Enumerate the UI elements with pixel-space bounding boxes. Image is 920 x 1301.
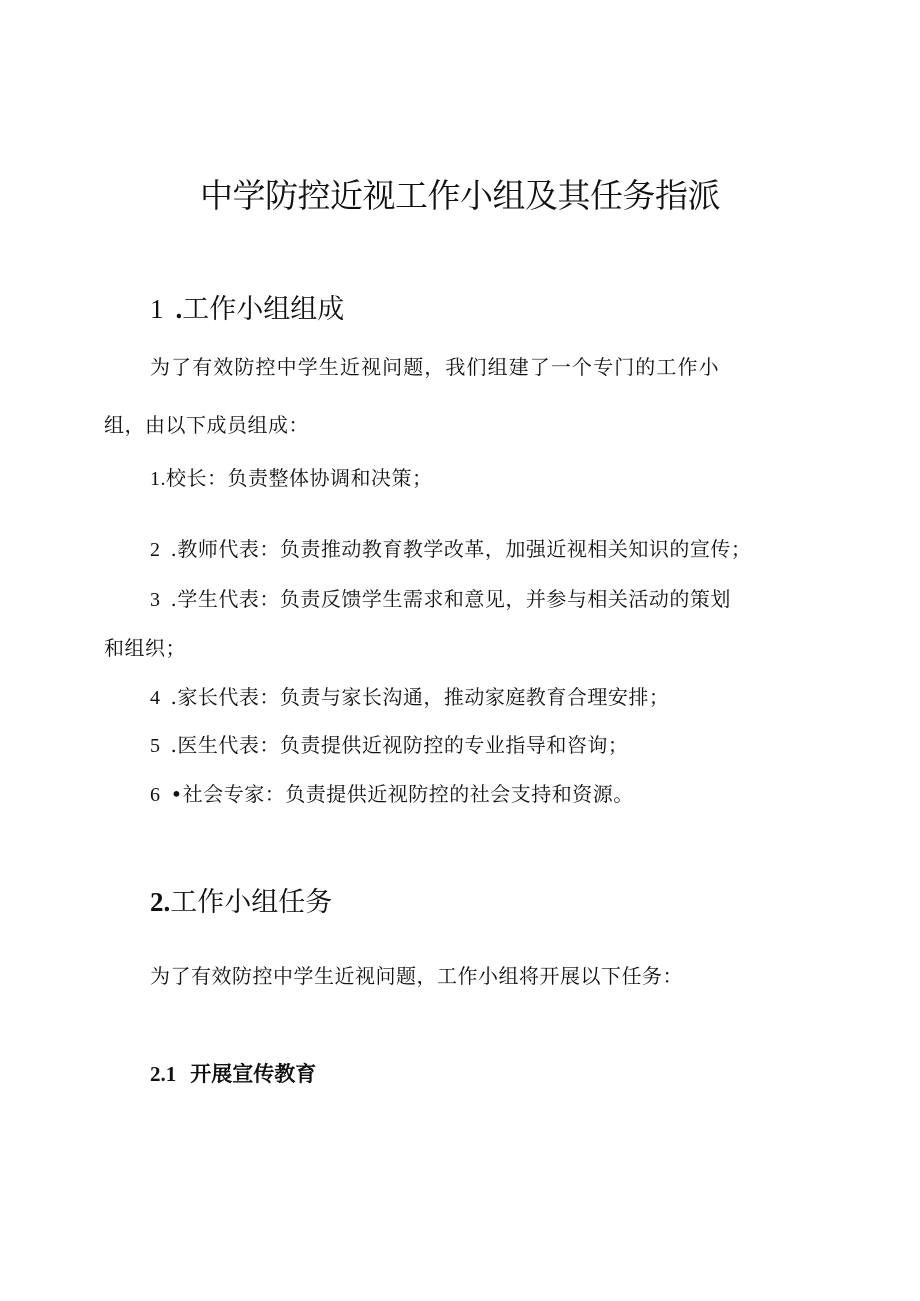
member-item-number: 6 bbox=[150, 784, 161, 806]
member-item-text: .学生代表：负责反馈学生需求和意见，并参与相关活动的策划 bbox=[170, 587, 731, 611]
member-item-student-continued bbox=[104, 634, 186, 662]
section-1-number: 1 bbox=[150, 294, 164, 324]
subsection-2-1-title: 开展宣传教育 bbox=[190, 1062, 317, 1086]
section-1-intro-line-2: 组，由以下成员组成： bbox=[104, 413, 309, 437]
section-2-intro: 为了有效防控中学生近视问题，工作小组将开展以下任务： bbox=[150, 964, 683, 988]
member-item-text: .家长代表：负责与家长沟通，推动家庭教育合理安排； bbox=[170, 685, 670, 709]
member-item-number: 4 bbox=[150, 687, 161, 709]
section-1-dot: . bbox=[175, 294, 183, 324]
section-1-intro-line-1: 为了有效防控中学生近视问题，我们组建了一个专门的工作小 bbox=[150, 355, 720, 379]
member-item-text: .教师代表：负责推动教育教学改革，加强近视相关知识的宣传； bbox=[170, 537, 752, 561]
subsection-2-1-heading bbox=[150, 1060, 316, 1088]
member-item-principal bbox=[150, 464, 433, 493]
member-item-doctor bbox=[150, 731, 628, 760]
member-item-number: 3 bbox=[150, 589, 161, 611]
member-item-text: 和组织； bbox=[104, 636, 186, 660]
member-item-text: 校长：负责整体协调和决策； bbox=[166, 466, 433, 490]
section-1-title: 工作小组组成 bbox=[182, 294, 345, 325]
subsection-2-1-number: 2.1 bbox=[150, 1062, 177, 1086]
section-1-heading bbox=[150, 292, 344, 327]
document-title: 中学防控近视工作小组及其任务指派 bbox=[200, 176, 720, 215]
member-item-student bbox=[150, 585, 731, 614]
member-item-number: 1. bbox=[150, 468, 166, 490]
member-item-number: 5 bbox=[150, 735, 161, 757]
member-item-number: 2 bbox=[150, 539, 161, 561]
member-item-text: •社会专家：负责提供近视防控的社会支持和资源。 bbox=[170, 782, 634, 806]
member-item-text: .医生代表：负责提供近视防控的专业指导和咨询； bbox=[170, 733, 629, 757]
section-2-heading bbox=[150, 885, 332, 920]
section-2-number: 2. bbox=[150, 887, 171, 917]
section-2-title: 工作小组任务 bbox=[170, 887, 333, 918]
member-item-expert bbox=[150, 780, 634, 809]
member-item-teacher bbox=[150, 535, 751, 564]
member-item-parent bbox=[150, 683, 669, 712]
